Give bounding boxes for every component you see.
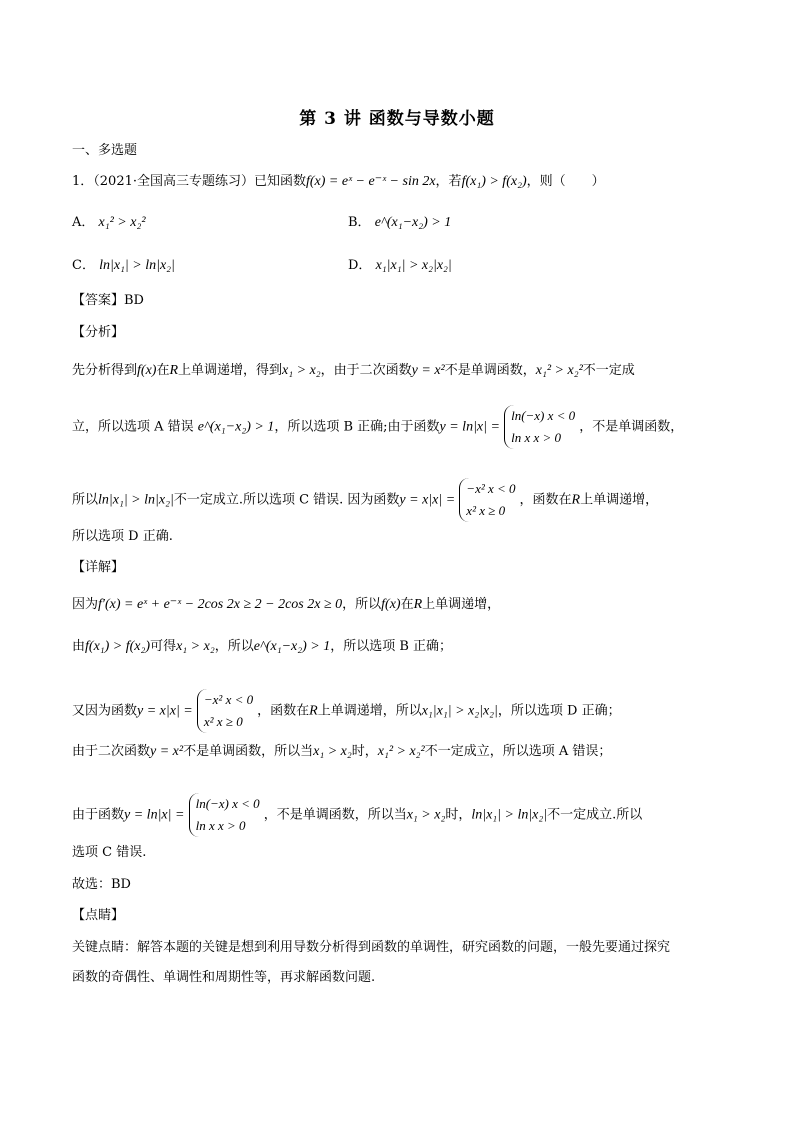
piecewise-brace (189, 793, 264, 837)
option-c (72, 256, 175, 276)
option-label: B． (348, 215, 371, 230)
text: 不一定成 (582, 363, 635, 378)
detail-line-4 (72, 742, 611, 762)
text: ，所以选项 B 正确;由于函数 (274, 419, 440, 435)
formula: x₁ > x₂ (313, 744, 352, 759)
text: 又因为函数 (72, 703, 138, 719)
text: 不一定成立，所以选项 A 错误； (424, 744, 612, 759)
formula: x₁ > x₂ (176, 639, 215, 654)
answer-tag: 【答案】BD (72, 293, 144, 308)
text: ，不是单调函数，所以当 (263, 807, 407, 823)
text: 不是单调函数，所以当 (183, 744, 314, 759)
text: ，不是单调函数， (579, 419, 684, 435)
text: ，所以 (342, 597, 382, 612)
formula: f(x₁) > f(x₂) (85, 639, 151, 654)
piece-row: ln x x > 0 (195, 818, 246, 833)
text: 由于函数 (72, 807, 125, 823)
formula: x₁ > x₂ (406, 807, 446, 823)
formula: f(x) (381, 597, 401, 612)
text: 不是单调函数， (444, 363, 536, 378)
piece-row: ln(−x) x < 0 (511, 408, 576, 423)
piecewise-brace (197, 689, 257, 733)
text: 时， (351, 744, 378, 759)
text: ，所以选项 B 正确； (330, 639, 453, 654)
text: 时， (445, 807, 472, 823)
comment-line-2: 函数的奇偶性、单调性和周期性等，再求解函数问题. (72, 970, 376, 985)
text: 在 (400, 597, 414, 612)
text: 所以 (72, 492, 99, 508)
text: 因为 (72, 597, 99, 612)
formula: f′(x) = eˣ + e⁻ˣ − 2cos 2x ≥ 2 − 2cos 2x ≥ 0 (98, 597, 343, 612)
formula: x₁ > x₂ (282, 363, 321, 378)
piece-row: −x² x < 0 (203, 692, 254, 707)
piece-row: −x² x < 0 (466, 481, 516, 496)
piece-row: ln(−x) x < 0 (195, 796, 260, 811)
formula: e^(x₁−x₂) > 1 (253, 639, 331, 654)
piecewise-brace (459, 478, 519, 522)
text: ，函数在 (257, 703, 310, 719)
text: 上单调递增， (580, 492, 659, 508)
analysis-line-2 (72, 405, 683, 449)
formula: ln|x₁| > ln|x₂| (98, 492, 174, 508)
text: ，所以选项 D 正确； (497, 703, 621, 719)
option-formula: x₁|x₁| > x₂|x₂| (375, 258, 452, 273)
text: 不一定成立.所以 (547, 807, 643, 823)
formula: e^(x₁−x₂) > 1 (197, 419, 275, 435)
stem-text: ，若 (435, 174, 462, 189)
formula: y = x|x| = (399, 492, 456, 508)
text: 不一定成立.所以选项 C 错误. 因为函数 (173, 492, 400, 508)
detail-line-5 (72, 793, 642, 837)
text: 先分析得到 (72, 363, 138, 378)
text: ，所以 (214, 639, 254, 654)
formula: y = ln|x| = (439, 419, 500, 435)
formula: x₁² > x₂² (535, 363, 583, 378)
formula: y = x² (411, 363, 445, 378)
option-formula: x₁² > x₂² (98, 215, 146, 230)
function-formula: f(x) = eˣ − e⁻ˣ − sin 2x (306, 174, 436, 189)
piece-row: ln x x > 0 (511, 430, 562, 445)
formula: R (169, 363, 179, 378)
detail-line-1 (72, 595, 500, 615)
piecewise-brace (504, 405, 579, 449)
formula: R (413, 597, 423, 612)
text: 立，所以选项 A 错误 (72, 419, 194, 435)
option-d (348, 256, 452, 276)
text: 由 (72, 639, 86, 654)
formula: y = x|x| = (137, 703, 193, 719)
piece-row: x² x ≥ 0 (466, 503, 506, 518)
analysis-line-3 (72, 478, 658, 522)
question-1-stem (72, 172, 605, 192)
comment-line-1: 关键点睛：解答本题的关键是想到利用导数分析得到函数的单调性，研究函数的问题，一般先要通过探究 (72, 940, 671, 955)
formula: x₁² > x₂² (377, 744, 425, 759)
formula: x₁|x₁| > x₂|x₂| (421, 703, 498, 719)
piece-row: x² x ≥ 0 (203, 714, 243, 729)
text: 上单调递增，所以 (317, 703, 422, 719)
comment-tag: 【点睛】 (72, 908, 125, 923)
text: ，由于二次函数 (320, 363, 412, 378)
formula: y = ln|x| = (124, 807, 185, 823)
analysis-line-1 (72, 361, 635, 381)
formula: y = x² (150, 744, 184, 759)
formula: R (571, 492, 581, 508)
option-label: C． (72, 258, 95, 273)
option-formula: ln|x₁| > ln|x₂| (99, 258, 175, 273)
option-b (348, 213, 451, 233)
detail-line-2 (72, 637, 452, 657)
detail-line-3 (72, 689, 621, 733)
text: 由于二次函数 (72, 744, 151, 759)
option-a (72, 213, 146, 233)
text: 上单调递增， (422, 597, 501, 612)
detail-tag: 【详解】 (72, 560, 125, 575)
page-title: 第 3 讲 函数与导数小题 (299, 109, 495, 129)
text: 可得 (150, 639, 177, 654)
formula: ln|x₁| > ln|x₂| (471, 807, 548, 823)
formula: f(x) (137, 363, 157, 378)
option-label: A． (72, 215, 95, 230)
analysis-line-4: 所以选项 D 正确. (72, 529, 173, 544)
text: 在 (156, 363, 170, 378)
option-label: D． (348, 258, 372, 273)
section-heading: 一、多选题 (72, 143, 138, 158)
text: 上单调递增，得到 (178, 363, 283, 378)
detail-line-6: 选项 C 错误. (72, 845, 147, 860)
text: ，函数在 (519, 492, 572, 508)
condition-formula: f(x₁) > f(x₂) (461, 174, 527, 189)
analysis-tag: 【分析】 (72, 325, 125, 340)
final-choice: 故选：BD (72, 877, 131, 892)
stem-text: ，则（ ） (526, 174, 605, 189)
stem-text: 1．（2021·全国高三专题练习）已知函数 (72, 174, 306, 189)
formula: R (309, 703, 318, 719)
option-formula: e^(x₁−x₂) > 1 (374, 215, 452, 230)
